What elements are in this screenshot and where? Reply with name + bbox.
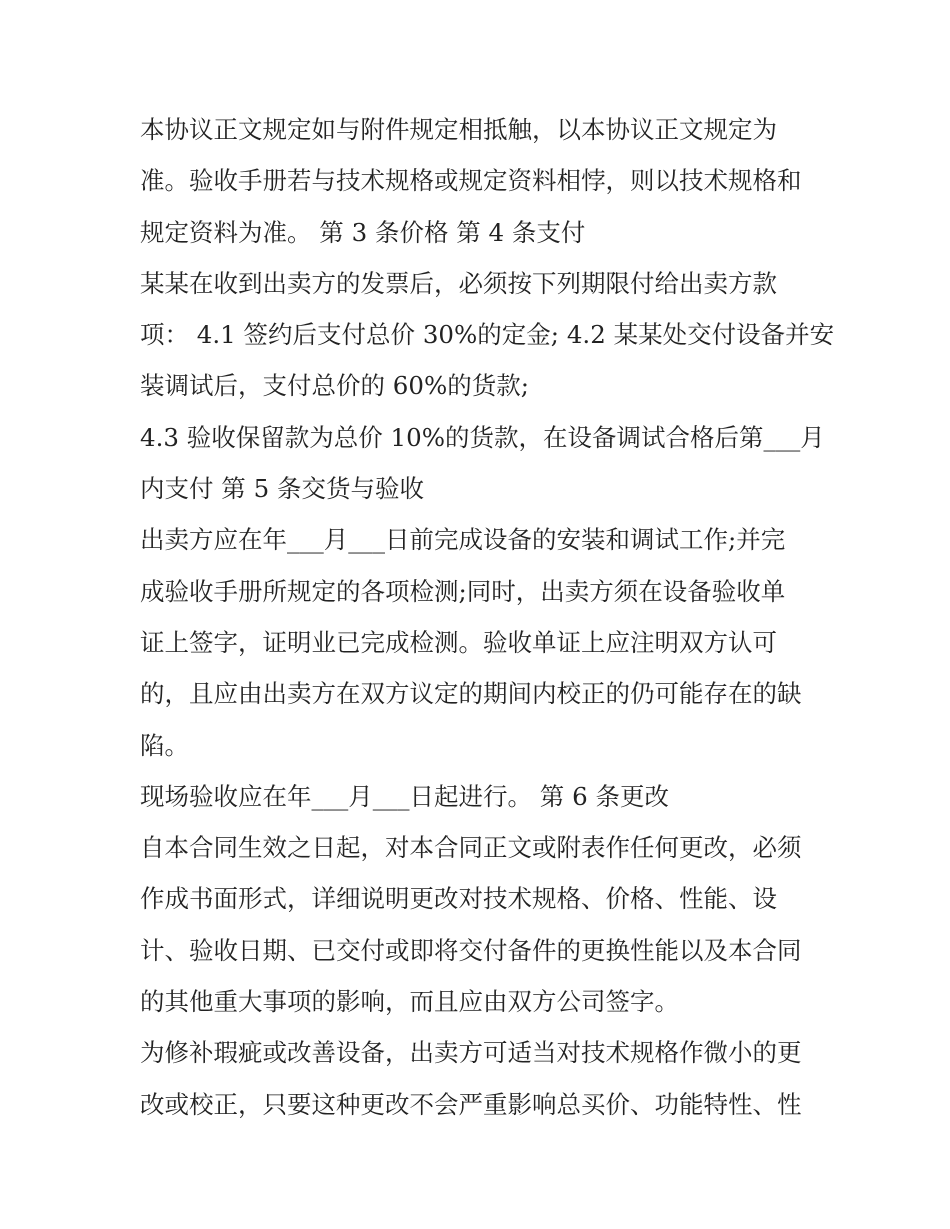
text-line: 现场验收应在年___月___日起进行。 第 6 条更改	[140, 781, 669, 811]
text-line: 本协议正文规定如与附件规定相抵触，以本协议正文规定为	[140, 115, 777, 144]
text-line: 某某在收到出卖方的发票后，必须按下列期限付给出卖方款	[140, 268, 777, 298]
paragraph-delivery-installation	[140, 514, 820, 770]
paragraph-minor-modifications	[140, 1027, 820, 1130]
text-line: 装调试后，支付总价的 60%的货款;	[140, 371, 529, 401]
text-line: 的，且应由出卖方在双方议定的期间内校正的仍可能存在的缺	[140, 679, 802, 709]
paragraph-site-acceptance	[140, 771, 820, 822]
paragraph-amendments	[140, 822, 820, 1027]
text-line: 4.3 验收保留款为总价 10%的货款，在设备调试合格后第___月	[140, 422, 825, 452]
text-line: 项： 4.1 签约后支付总价 30%的定金; 4.2 某某处交付设备并安	[140, 320, 835, 350]
text-line: 陷。	[140, 730, 189, 760]
text-line: 成验收手册所规定的各项检测;同时，出卖方须在设备验收单	[140, 576, 786, 606]
text-line: 为修补瑕疵或改善设备，出卖方可适当对技术规格作微小的更	[140, 1038, 802, 1068]
paragraph-retention-payment	[140, 412, 825, 515]
text-line: 证上签字，证明业已完成检测。验收单证上应注明双方认可	[140, 627, 777, 657]
text-line: 规定资料为准。 第 3 条价格 第 4 条支付	[140, 217, 586, 247]
text-line: 改或校正，只要这种更改不会严重影响总买价、功能特性、性	[140, 1089, 802, 1119]
contract-body	[140, 104, 835, 1130]
text-line: 计、验收日期、已交付或即将交付备件的更换性能以及本合同	[140, 935, 802, 965]
text-line: 作成书面形式，详细说明更改对技术规格、价格、性能、设	[140, 884, 777, 914]
text-line: 自本合同生效之日起，对本合同正文或附表作任何更改，必须	[140, 833, 802, 863]
text-line: 准。验收手册若与技术规格或规定资料相悖，则以技术规格和	[140, 166, 802, 196]
text-line: 出卖方应在年___月___日前完成设备的安装和调试工作;并完	[140, 525, 786, 555]
paragraph-payment-terms	[140, 258, 835, 412]
text-line: 的其他重大事项的影响，而且应由双方公司签字。	[140, 987, 679, 1017]
text-line: 内支付 第 5 条交货与验收	[140, 474, 424, 504]
paragraph-attachment-conflict	[140, 104, 820, 258]
